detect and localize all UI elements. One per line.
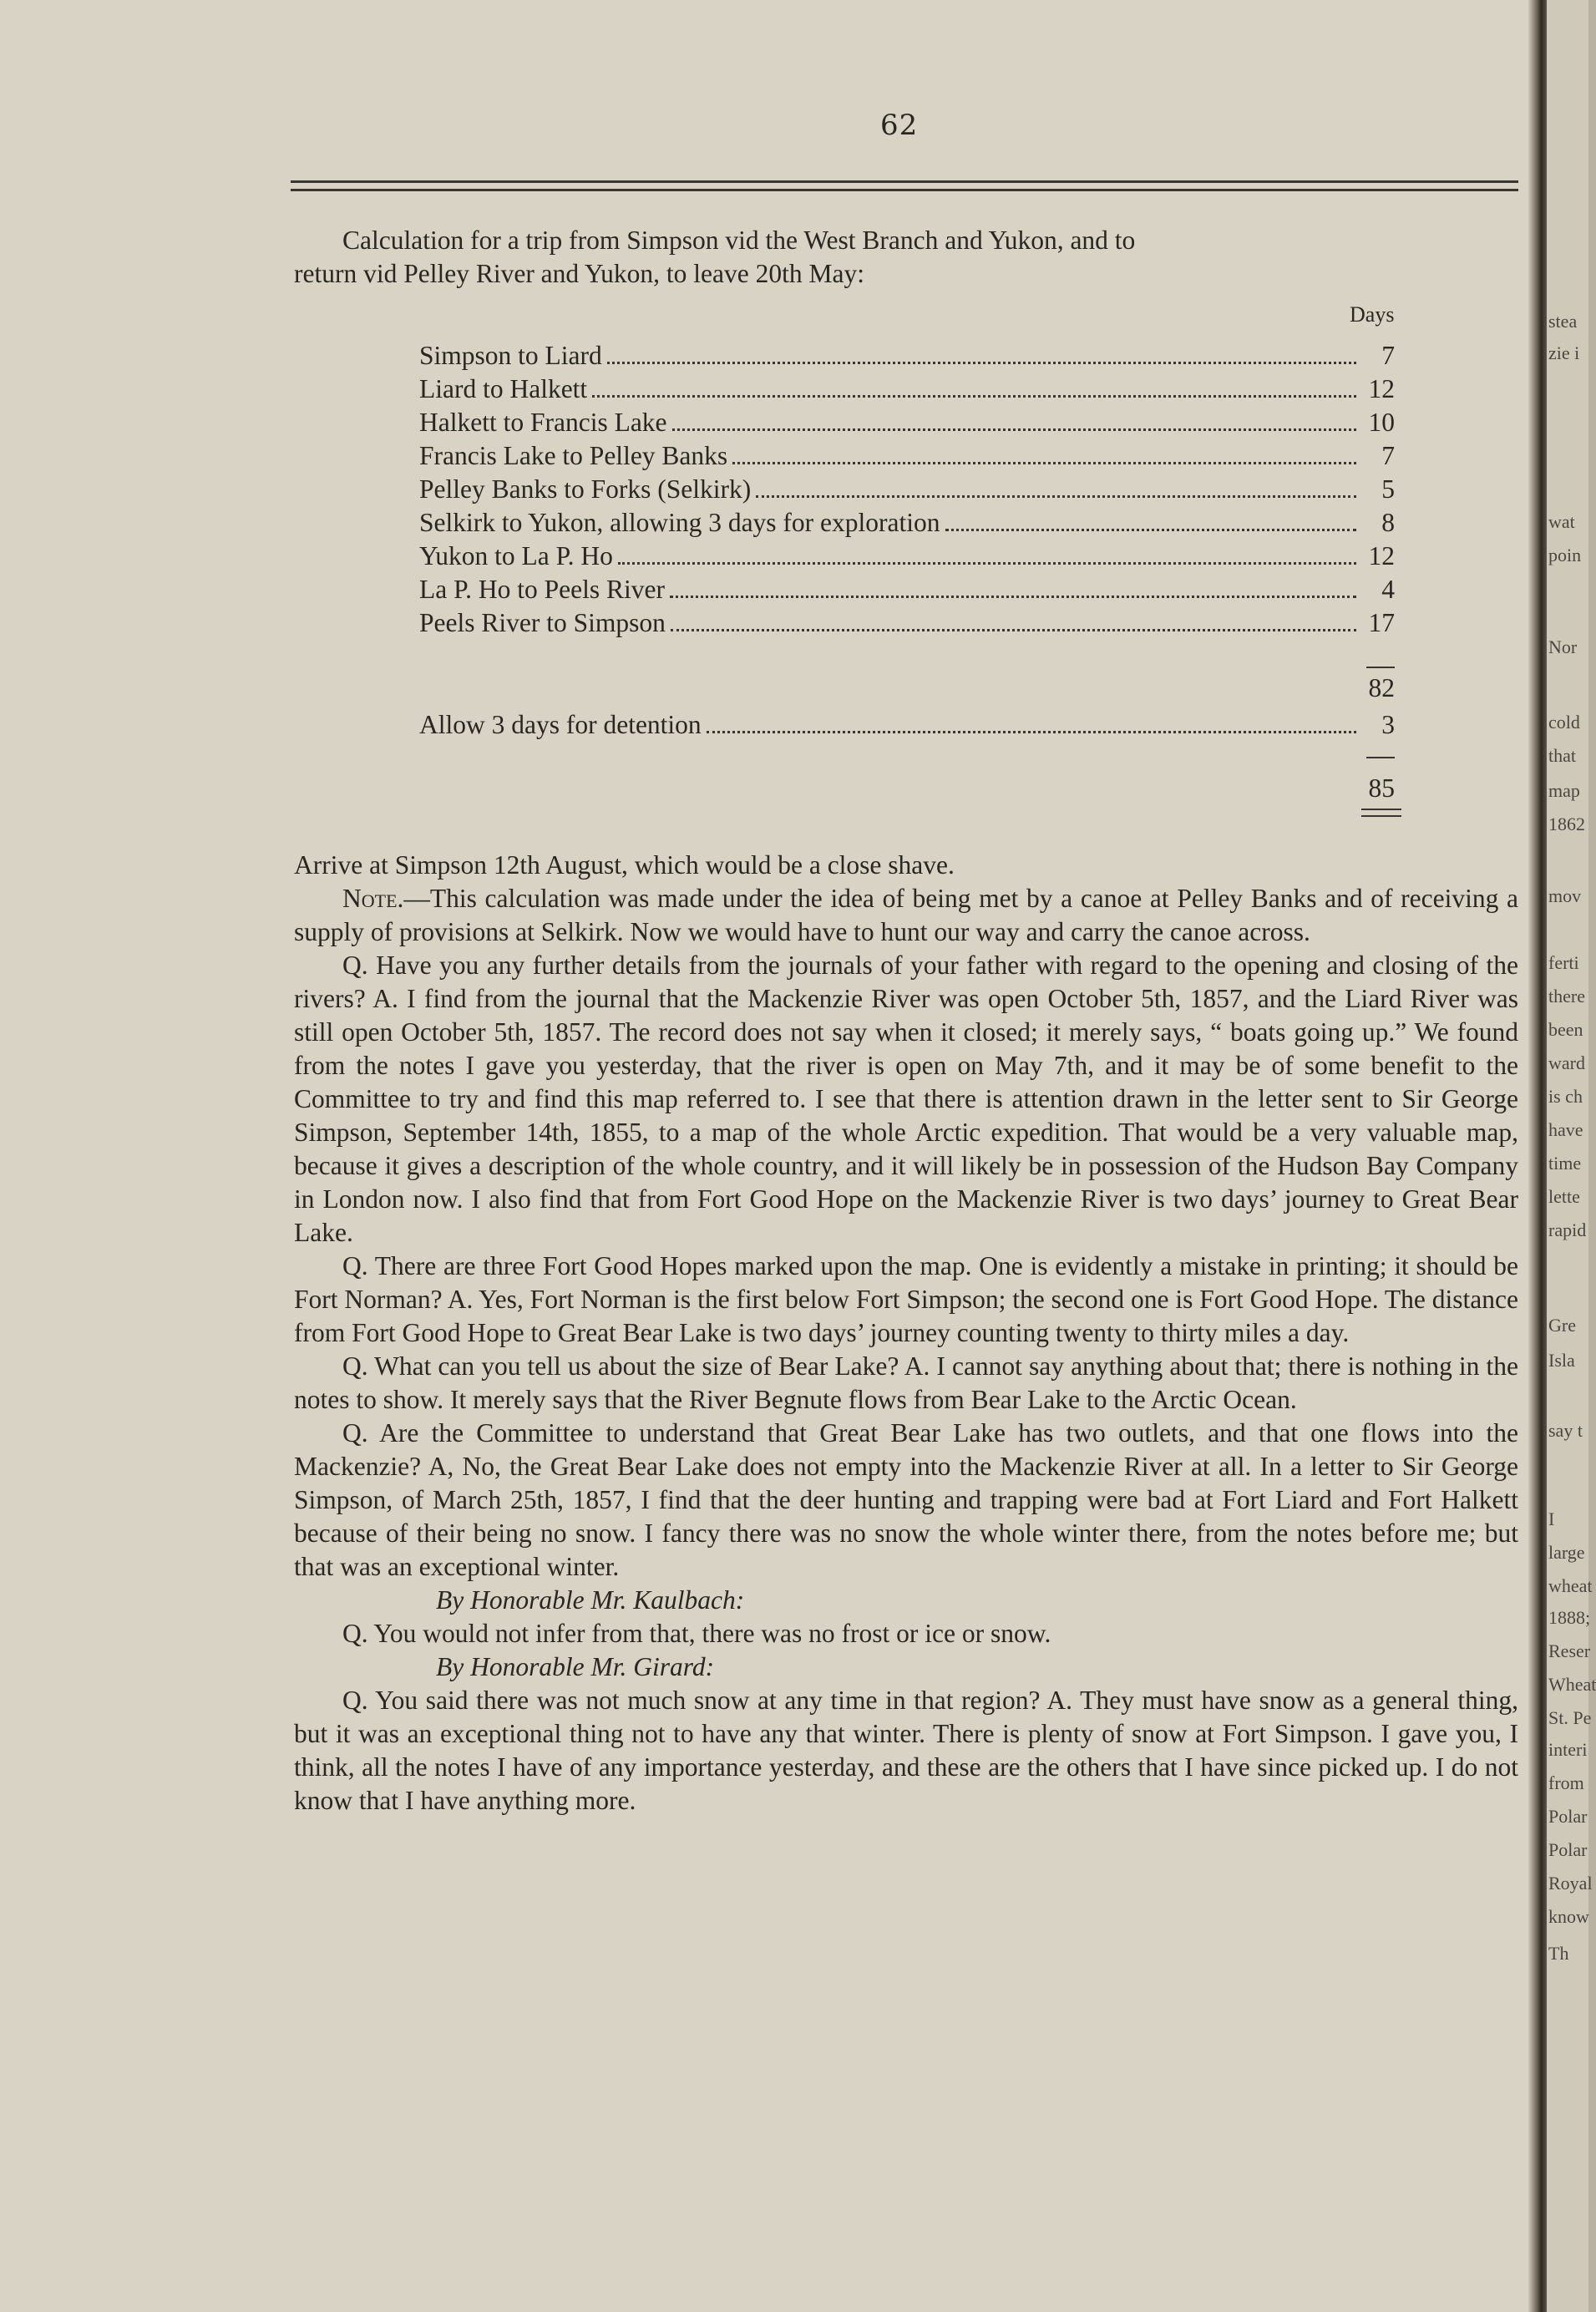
header-rule-top — [291, 180, 1518, 183]
question-paragraph: Q. There are three Fort Good Hopes marked upon the map. One is evidently a mistake in printing; it should be Fort Norman? A. Yes, Fort Norman is the first below Fort Simpson; the second one is Fort Good Hope. The distance from Fort Good Hope to Great Bear Lake is two days’ journey counting twenty to thirty miles a day. — [294, 1251, 1518, 1347]
route-label: Yukon to La P. Ho — [419, 541, 613, 570]
leader-dots — [671, 629, 1356, 631]
route-label: Pelley Banks to Forks (Selkirk) — [419, 474, 752, 504]
margin-fragment: Th — [1548, 1943, 1569, 1964]
detention-label: Allow 3 days for detention — [419, 710, 702, 739]
margin-fragment: wat — [1548, 511, 1575, 532]
intro-text — [294, 224, 1518, 291]
route-days: 8 — [1381, 508, 1395, 537]
margin-fragment: Nor — [1548, 636, 1578, 657]
route-label: Peels River to Simpson — [419, 608, 666, 637]
question-paragraph: Q. What can you tell us about the size of Bear Lake? A. I cannot say anything about that; there is nothing in the notes to show. It merely says that the River Begnute flows from Bear Lake to the Arctic Ocean. — [294, 1351, 1518, 1414]
margin-fragment: been — [1548, 1019, 1583, 1040]
margin-fragment: interi — [1548, 1739, 1588, 1760]
route-days: 5 — [1381, 474, 1395, 504]
route-label: Liard to Halkett — [419, 374, 588, 403]
leader-dots — [670, 596, 1356, 598]
route-label: Francis Lake to Pelley Banks — [419, 441, 728, 470]
route-label: La P. Ho to Peels River — [419, 575, 665, 604]
margin-fragment: there — [1548, 986, 1585, 1006]
margin-fragment: cold — [1548, 712, 1580, 733]
route-days: 10 — [1368, 408, 1395, 437]
margin-fragment: Reser — [1548, 1640, 1591, 1661]
leader-dots — [732, 462, 1356, 464]
leader-dots — [672, 428, 1356, 431]
margin-fragment: know — [1548, 1906, 1589, 1927]
margin-fragment: Polar — [1548, 1839, 1588, 1860]
margin-fragment: Wheat — [1548, 1674, 1596, 1695]
intro-line-1: Calculation for a trip from Simpson vid the West Branch and Yukon, and to — [342, 226, 1136, 255]
itinerary-table — [419, 341, 1395, 641]
margin-fragment: say t — [1548, 1420, 1583, 1441]
itinerary-row — [419, 341, 1395, 374]
itinerary-row — [419, 441, 1395, 474]
margin-fragment: that — [1548, 745, 1576, 766]
speaker-byline: By Honorable Mr. Kaulbach: — [436, 1585, 745, 1615]
margin-fragment: from — [1548, 1772, 1584, 1793]
margin-fragment: have — [1548, 1119, 1583, 1140]
route-label: Simpson to Liard — [419, 341, 602, 370]
margin-fragment: Gre — [1548, 1315, 1576, 1336]
intro-line-2: return vid Pelley River and Yukon, to leave 20th May: — [294, 259, 864, 288]
margin-fragment: is ch — [1548, 1086, 1583, 1107]
margin-fragment: I — [1548, 1508, 1555, 1529]
margin-fragment: ward — [1548, 1052, 1585, 1073]
margin-fragment: time — [1548, 1153, 1582, 1174]
subtotal-days: 82 — [1368, 673, 1395, 702]
leader-dots — [707, 731, 1356, 733]
detention-days: 3 — [1381, 710, 1395, 739]
margin-fragment: wheat — [1548, 1575, 1593, 1596]
margin-fragment: lette — [1548, 1186, 1580, 1207]
detention-table — [419, 710, 1395, 743]
question-paragraph: Q. You would not infer from that, there was no frost or ice or snow. — [342, 1619, 1051, 1648]
route-days: 12 — [1368, 541, 1395, 570]
route-days: 17 — [1368, 608, 1395, 637]
itinerary-row — [419, 508, 1395, 541]
note-text: —This calculation was made under the idea of being met by a canoe at Pelley Banks and of receiving a supply of provisions at Selkirk. Now we would have to hunt our way and carry the canoe across. — [294, 884, 1518, 946]
itinerary-row — [419, 541, 1395, 575]
route-label: Selkirk to Yukon, allowing 3 days for exploration — [419, 508, 940, 537]
margin-fragment: Isla — [1548, 1350, 1575, 1371]
subtotal-rule — [1366, 667, 1395, 668]
margin-fragment: stea — [1548, 311, 1578, 332]
total-rule — [1366, 757, 1395, 758]
page-gutter-shadow — [1528, 0, 1547, 2312]
margin-fragment: map — [1548, 780, 1580, 801]
route-days: 7 — [1381, 341, 1395, 370]
itinerary-row — [419, 575, 1395, 608]
margin-fragment: 1862 — [1548, 814, 1585, 834]
header-rule-bottom — [291, 189, 1518, 191]
note-lead: Note. — [342, 884, 404, 913]
route-days: 4 — [1381, 575, 1395, 604]
grand-total-days: 85 — [1368, 773, 1395, 803]
margin-fragment: Royal — [1548, 1873, 1593, 1894]
leader-dots — [618, 562, 1356, 565]
page-number: 62 — [880, 109, 919, 142]
route-label: Halkett to Francis Lake — [419, 408, 667, 437]
margin-fragment: 1888; — [1548, 1607, 1591, 1628]
days-column-header: Days — [1350, 302, 1395, 327]
speaker-byline: By Honorable Mr. Girard: — [436, 1652, 715, 1681]
itinerary-row — [419, 408, 1395, 441]
question-paragraph: Q. Have you any further details from the journals of your father with regard to the opening and closing of the rivers? A. I find from the journal that the Mackenzie River was open October 5th, 1857, and the Liard River was still open October 5th, 1857. The record does not say when it closed; it merely says, “ boats going up.” We found from the notes I gave you yesterday, that the river is open on May 7th, and it may be of some benefit to the Committee to try and find this map referred to. I see that there is attention drawn in the letter sent to Sir George Simpson, September 14th, 1855, to a map of the whole Arctic expedition. That would be a very valuable map, because it gives a description of the whole country, and it will likely be in possession of the Hudson Bay Company in London now. I also find that from Fort Good Hope on the Mackenzie River is two days’ journey to Great Bear Lake. — [294, 951, 1518, 1247]
testimony-text — [294, 849, 1518, 1818]
route-days: 7 — [1381, 441, 1395, 470]
note-paragraph — [294, 882, 1518, 949]
itinerary-row — [419, 608, 1395, 641]
arrival-paragraph: Arrive at Simpson 12th August, which would be a close shave. — [294, 850, 955, 880]
margin-fragment: zie i — [1548, 342, 1580, 363]
margin-fragment: St. Pe — [1548, 1707, 1592, 1728]
question-paragraph: Q. Are the Committee to understand that Great Bear Lake has two outlets, and that one flows into the Mackenzie? A, No, the Great Bear Lake does not empty into the Mackenzie River at all. In a letter to Sir George Simpson, of March 25th, 1857, I find that the deer hunting and trapping were bad at Fort Liard and Fort Halkett because of their being no snow. I fancy there was no snow the whole winter there, from the notes before me; but that was an exceptional winter. — [294, 1418, 1518, 1581]
adjacent-page-edge — [1547, 0, 1596, 2312]
margin-fragment: poin — [1548, 545, 1582, 565]
detention-row — [419, 710, 1395, 743]
margin-fragment: large — [1548, 1542, 1585, 1563]
leader-dots — [945, 529, 1357, 531]
leader-dots — [756, 495, 1356, 498]
total-double-rule — [1361, 809, 1401, 817]
leader-dots — [592, 395, 1356, 398]
leader-dots — [607, 362, 1356, 364]
margin-fragment: Polar — [1548, 1806, 1588, 1827]
question-paragraph: Q. You said there was not much snow at any time in that region? A. They must have snow as a general thing, but it was an exceptional thing not to have any that winter. There is plenty of snow at Fort Simpson. I gave you, I think, all the notes I have of any importance yesterday, and these are the others that I have since picked up. I do not know that I have anything more. — [294, 1686, 1518, 1815]
margin-fragment: rapid — [1548, 1219, 1587, 1240]
itinerary-row — [419, 374, 1395, 408]
itinerary-row — [419, 474, 1395, 508]
route-days: 12 — [1368, 374, 1395, 403]
margin-fragment: mov — [1548, 885, 1582, 906]
margin-fragment: ferti — [1548, 952, 1579, 973]
